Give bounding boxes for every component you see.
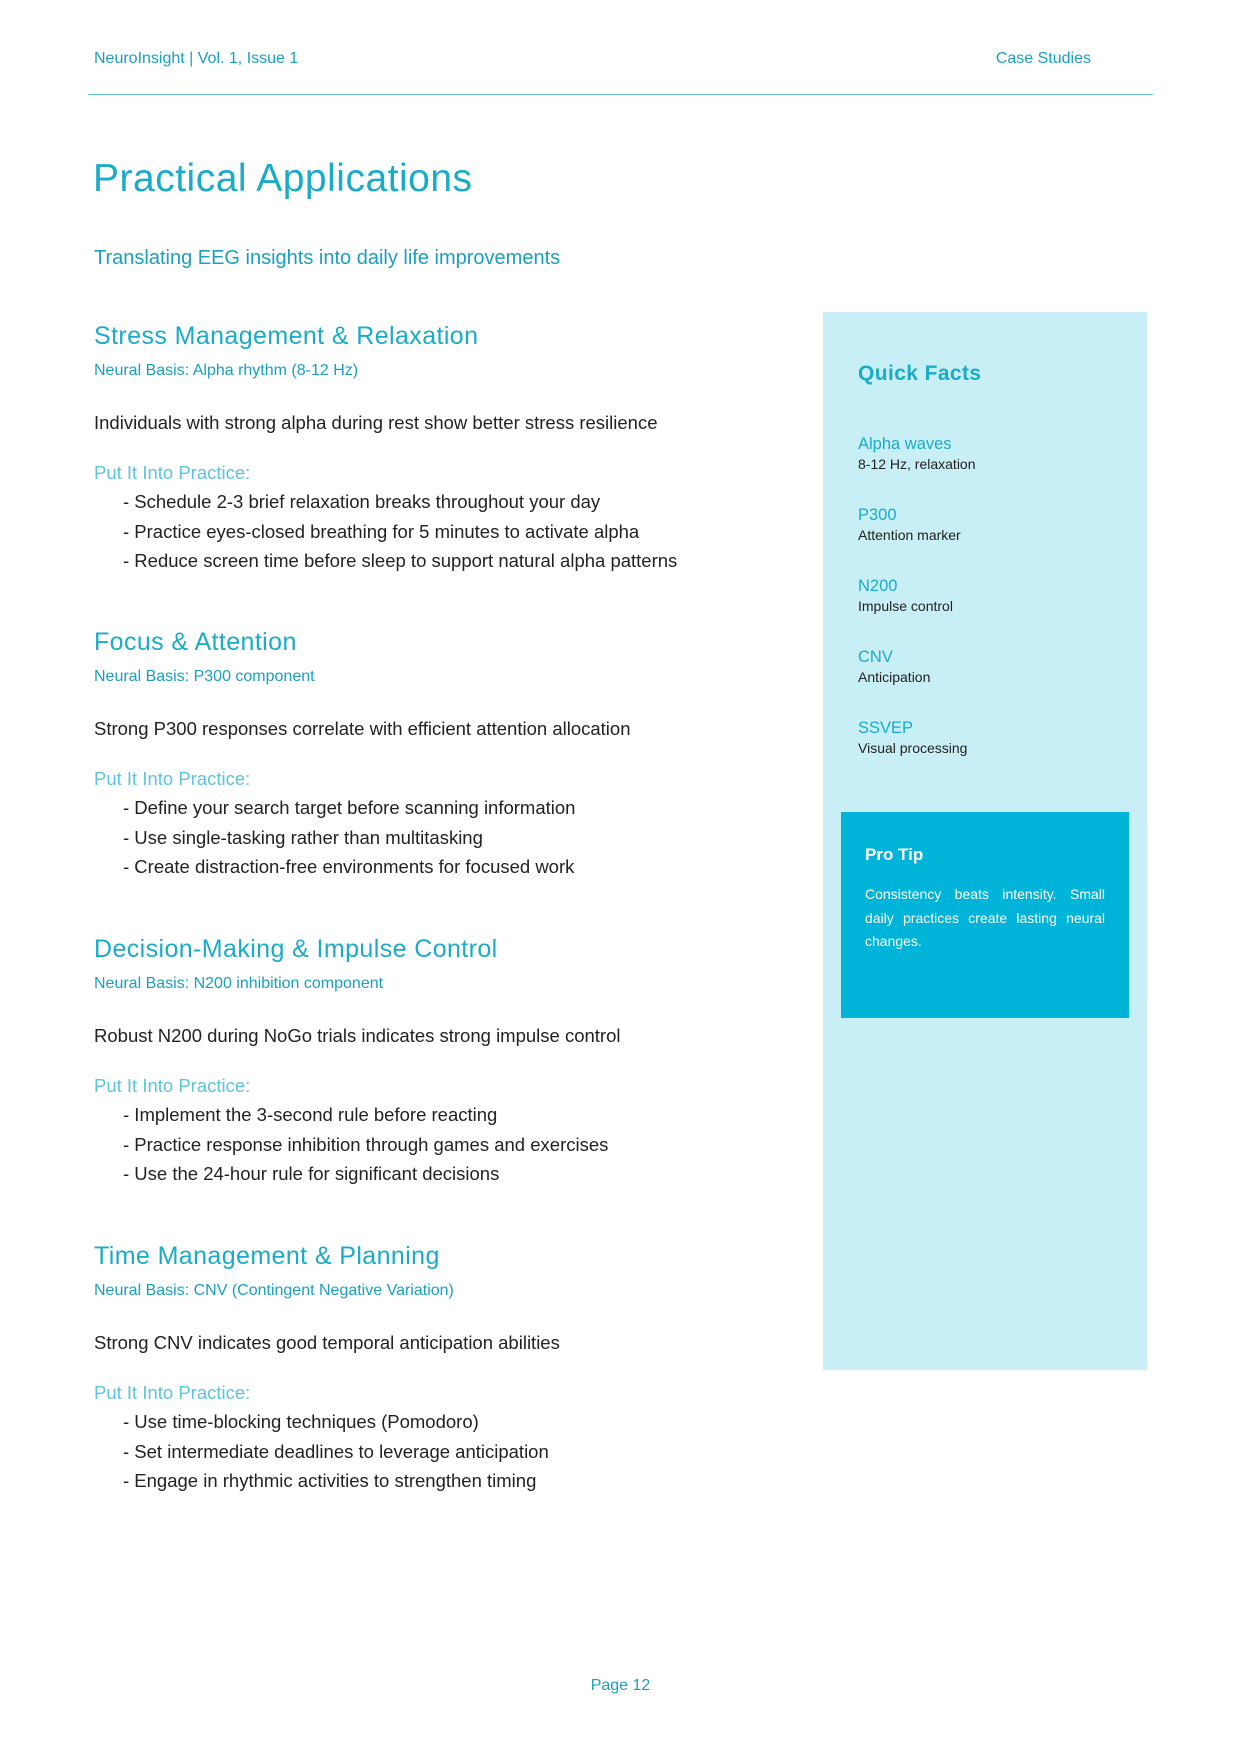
tips-list xyxy=(94,1407,734,1496)
tips-list xyxy=(94,1100,734,1189)
tip-item: - Practice response inhibition through games and exercises xyxy=(123,1133,609,1155)
tip-item: - Set intermediate deadlines to leverage anticipation xyxy=(123,1440,549,1462)
fact-description: Anticipation xyxy=(858,669,931,685)
publication-info: NeuroInsight | Vol. 1, Issue 1 xyxy=(94,50,299,67)
section-heading: Stress Management & Relaxation xyxy=(94,322,479,350)
fact-item xyxy=(858,647,930,687)
tip-item: - Schedule 2-3 brief relaxation breaks throughout your day xyxy=(123,491,601,512)
neural-basis-label: Neural Basis: CNV (Contingent Negative Variation) xyxy=(94,1277,734,1307)
fact-item xyxy=(858,505,961,545)
section-label: Case Studies xyxy=(995,50,1091,67)
section-heading: Focus & Attention xyxy=(94,628,297,656)
section-focus-attention xyxy=(94,624,734,882)
finding-text: Strong P300 responses correlate with efficient attention allocation xyxy=(94,718,631,739)
pro-tip-box xyxy=(841,812,1129,1018)
practice-label: Put It Into Practice: xyxy=(94,1382,251,1403)
fact-name: P300 xyxy=(858,506,897,524)
neural-basis-label: Neural Basis: Alpha rhythm (8-12 Hz) xyxy=(94,357,734,387)
practice-label: Put It Into Practice: xyxy=(94,462,251,483)
section-decision-making xyxy=(94,931,734,1189)
fact-description: Visual processing xyxy=(858,740,968,756)
tip-item: - Define your search target before scanning information xyxy=(123,797,576,818)
neural-basis-label: Neural Basis: P300 component xyxy=(94,663,734,693)
fact-description: 8-12 Hz, relaxation xyxy=(858,456,976,472)
fact-name: SSVEP xyxy=(858,719,914,737)
section-heading: Time Management & Planning xyxy=(94,1242,440,1270)
tip-item: - Practice eyes-closed breathing for 5 minutes to activate alpha xyxy=(123,520,640,542)
pro-tip-text: Consistency beats intensity. Small daily practices create lasting neural changes. xyxy=(865,886,1105,949)
tip-item: - Use the 24-hour rule for significant decisions xyxy=(123,1163,500,1184)
tip-item: - Create distraction-free environments for focused work xyxy=(123,856,575,877)
practice-label: Put It Into Practice: xyxy=(94,1075,251,1096)
fact-item xyxy=(858,576,953,616)
quick-facts-sidebar xyxy=(823,312,1147,1370)
fact-description: Attention marker xyxy=(858,527,961,543)
fact-name: Alpha waves xyxy=(858,435,952,453)
fact-item xyxy=(858,718,967,758)
fact-item xyxy=(858,434,976,474)
page-subtitle: Translating EEG insights into daily life improvements xyxy=(94,247,561,269)
tip-item: - Use single-tasking rather than multitasking xyxy=(123,826,483,848)
practice-label: Put It Into Practice: xyxy=(94,768,251,789)
finding-text: Individuals with strong alpha during rest show better stress resilience xyxy=(94,412,658,433)
tip-item: - Implement the 3-second rule before reacting xyxy=(123,1104,498,1125)
section-stress-management xyxy=(94,318,734,576)
section-heading: Decision-Making & Impulse Control xyxy=(94,935,498,963)
finding-text: Strong CNV indicates good temporal anticipation abilities xyxy=(94,1332,560,1353)
tip-item: - Use time-blocking techniques (Pomodoro) xyxy=(123,1411,479,1432)
tips-list xyxy=(94,487,734,576)
tip-item: - Reduce screen time before sleep to support natural alpha patterns xyxy=(123,550,678,571)
tips-list xyxy=(94,793,734,882)
tip-item: - Engage in rhythmic activities to strengthen timing xyxy=(123,1470,537,1491)
page-number: Page 12 xyxy=(590,1677,651,1694)
finding-text: Robust N200 during NoGo trials indicates strong impulse control xyxy=(94,1025,621,1046)
pro-tip-title: Pro Tip xyxy=(865,845,924,864)
neural-basis-label: Neural Basis: N200 inhibition component xyxy=(94,970,734,1000)
fact-name: N200 xyxy=(858,577,898,595)
sidebar-title: Quick Facts xyxy=(858,362,982,385)
page-title: Practical Applications xyxy=(93,157,473,200)
fact-description: Impulse control xyxy=(858,598,953,614)
header-divider xyxy=(88,94,1153,95)
fact-name: CNV xyxy=(858,648,893,666)
section-time-management xyxy=(94,1238,734,1496)
